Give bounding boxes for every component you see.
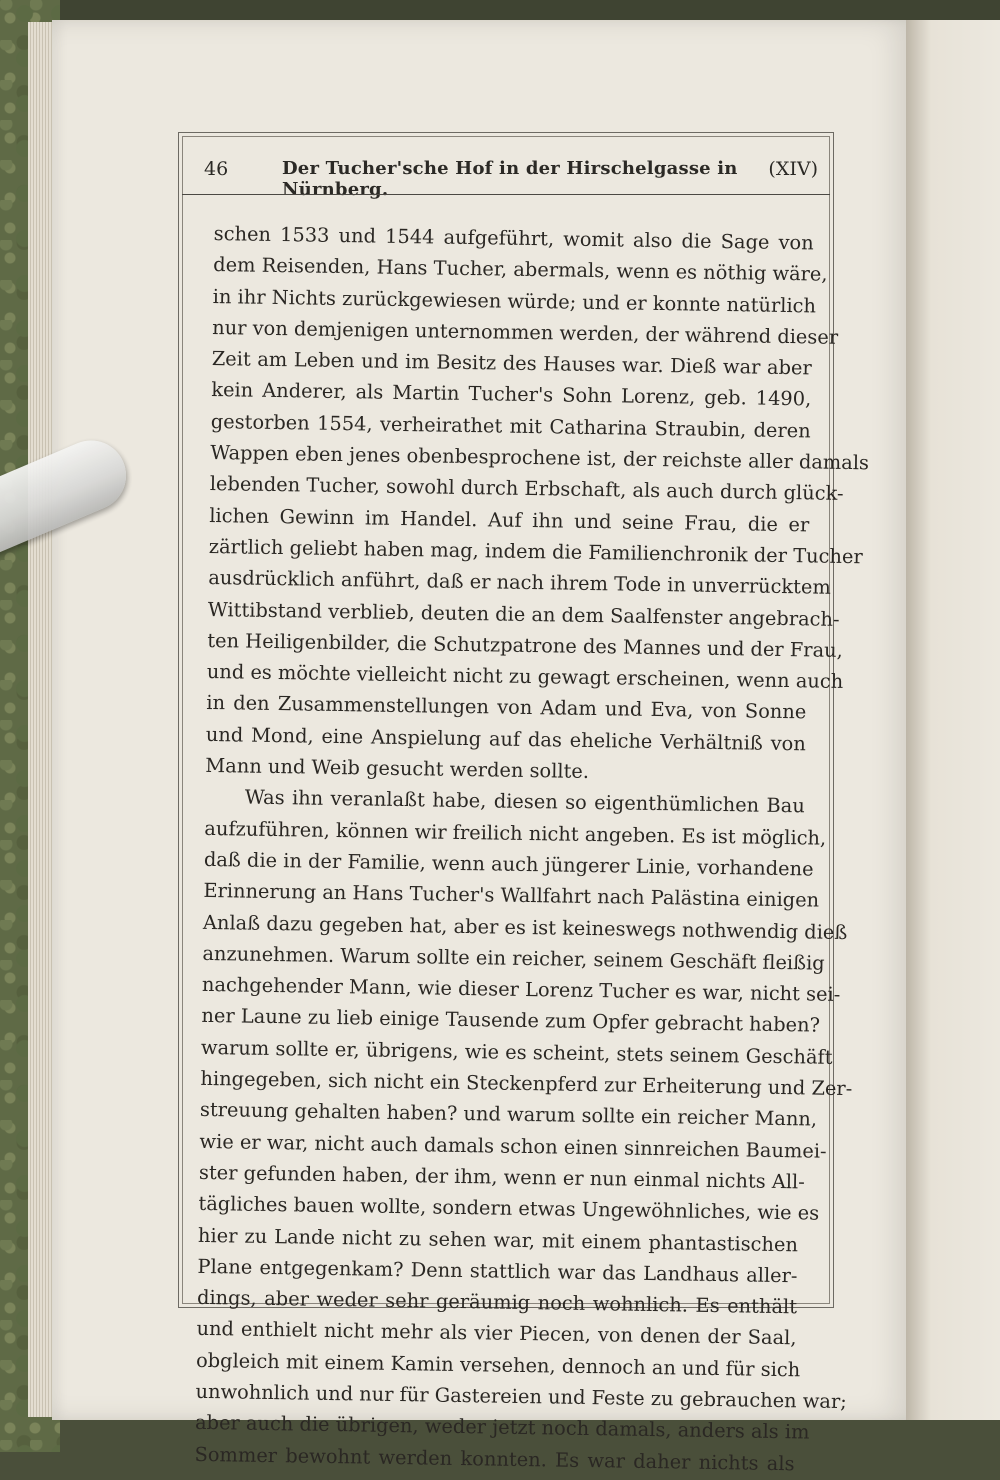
text-line: aber auch die übrigen, weder jetzt noch damals, anders als im — [194, 1411, 810, 1444]
text-line: aufzuführen, können wir freilich nicht angeben. Es ist möglich, — [204, 816, 827, 850]
facing-page-edge — [906, 20, 1000, 1420]
running-head: Der Tucher'sche Hof in der Hirschelgasse in Nürnberg. — [282, 158, 738, 200]
text-line: dings, aber weder sehr geräumig noch wohnlich. Es enthält — [196, 1285, 798, 1319]
text-line: ausdrücklich anführt, daß er nach ihrem Tode in unverrücktem — [208, 566, 831, 599]
text-line: zärtlich geliebt haben mag, indem die Familienchronik der Tucher — [208, 534, 863, 569]
page-number: 46 — [204, 158, 229, 180]
text-line: und es möchte vielleicht nicht zu gewagt erscheinen, wenn auch — [206, 660, 844, 694]
text-line: Wittibstand verblieb, deuten die an dem Saalfenster angebrach- — [207, 597, 840, 631]
text-line: wie er war, nicht auch damals schon einen sinnreichen Baumei- — [199, 1129, 827, 1163]
text-line: Anlaß dazu gegeben hat, aber es ist keineswegs nothwendig dieß — [202, 910, 848, 944]
text-line: schen 1533 und 1544 aufgeführt, womit also die Sage von — [213, 221, 814, 255]
text-line: warum sollte er, übrigens, wie es scheint, stets seinem Geschäft — [200, 1035, 833, 1069]
text-line: unwohnlich und nur für Gastereien und Feste zu gebrauchen war; — [195, 1379, 847, 1414]
text-line: ster gefunden haben, der ihm, wenn er nun einmal nichts All- — [198, 1160, 805, 1194]
text-line: kein Anderer, als Martin Tucher's Sohn Lorenz, geb. 1490, — [211, 378, 812, 411]
text-line: und enthielt nicht mehr als vier Piecen, von denen der Saal, — [196, 1317, 797, 1350]
text-line: hingegeben, sich nicht ein Steckenpferd zur Erheiterung und Zer- — [200, 1066, 853, 1101]
text-line: hier zu Lande nicht zu sehen war, mit einem phantastischen — [197, 1223, 799, 1256]
text-line: gestorben 1554, verheirathet mit Catharina Straubin, deren — [210, 409, 811, 443]
text-line: nur von demjenigen unternommen werden, der während dieser — [212, 315, 839, 349]
text-line: Zeit am Leben und im Besitz des Hauses war. Dieß war aber — [211, 347, 812, 380]
text-line: tägliches bauen wollte, sondern etwas Ungewöhnliches, wie es — [198, 1192, 820, 1225]
text-line: in den Zusammenstellungen von Adam und Eva, von Sonne — [206, 691, 807, 724]
text-line: und Mond, eine Anspielung auf das eheliche Verhältniß von — [205, 722, 806, 756]
text-line: Plane entgegenkam? Denn stattlich war das Landhaus aller- — [197, 1254, 798, 1288]
text-line: Erinnerung an Hans Tucher's Wallfahrt nach Palästina einigen — [203, 879, 820, 912]
text-line: dem Reisenden, Hans Tucher, abermals, wenn es nöthig wäre, — [213, 253, 828, 286]
text-line: daß die in der Familie, wenn auch jüngerer Linie, vorhandene — [203, 847, 814, 881]
text-line: ten Heiligenbilder, die Schutzpatrone des Mannes und der Frau, — [207, 628, 843, 662]
page-header — [196, 152, 824, 200]
text-line: Wappen eben jenes obenbesprochene ist, der reichste aller damals — [210, 441, 870, 475]
text-line: ner Laune zu lieb einige Tausende zum Opfer gebracht haben? — [201, 1004, 821, 1038]
text-line: nachgehender Mann, wie dieser Lorenz Tucher es war, nicht sei- — [201, 973, 841, 1007]
text-line: streuung gehalten haben? und warum sollte ein reicher Mann, — [199, 1098, 818, 1131]
chapter-number: (XIV) — [768, 158, 818, 180]
header-rule — [182, 194, 830, 195]
text-line: Was ihn veranlaßt habe, diesen so eigenthümlichen Bau — [244, 785, 806, 818]
text-line: lichen Gewinn im Handel. Auf ihn und seine Frau, die er — [209, 503, 810, 537]
text-line: Sommer bewohnt werden konnten. Es war daher nichts als — [194, 1442, 795, 1475]
body-text — [194, 218, 870, 1479]
text-line: obgleich mit einem Kamin versehen, dennoch an und für sich — [195, 1348, 801, 1382]
text-line: anzunehmen. Warum sollte ein reicher, seinem Geschäft fleißig — [202, 941, 825, 975]
text-line: lebenden Tucher, sowohl durch Erbschaft, als auch durch glück- — [209, 472, 844, 506]
text-line: in ihr Nichts zurückgewiesen würde; und er konnte natürlich — [212, 284, 817, 318]
text-line: Mann und Weib gesucht werden sollte. — [205, 753, 590, 784]
